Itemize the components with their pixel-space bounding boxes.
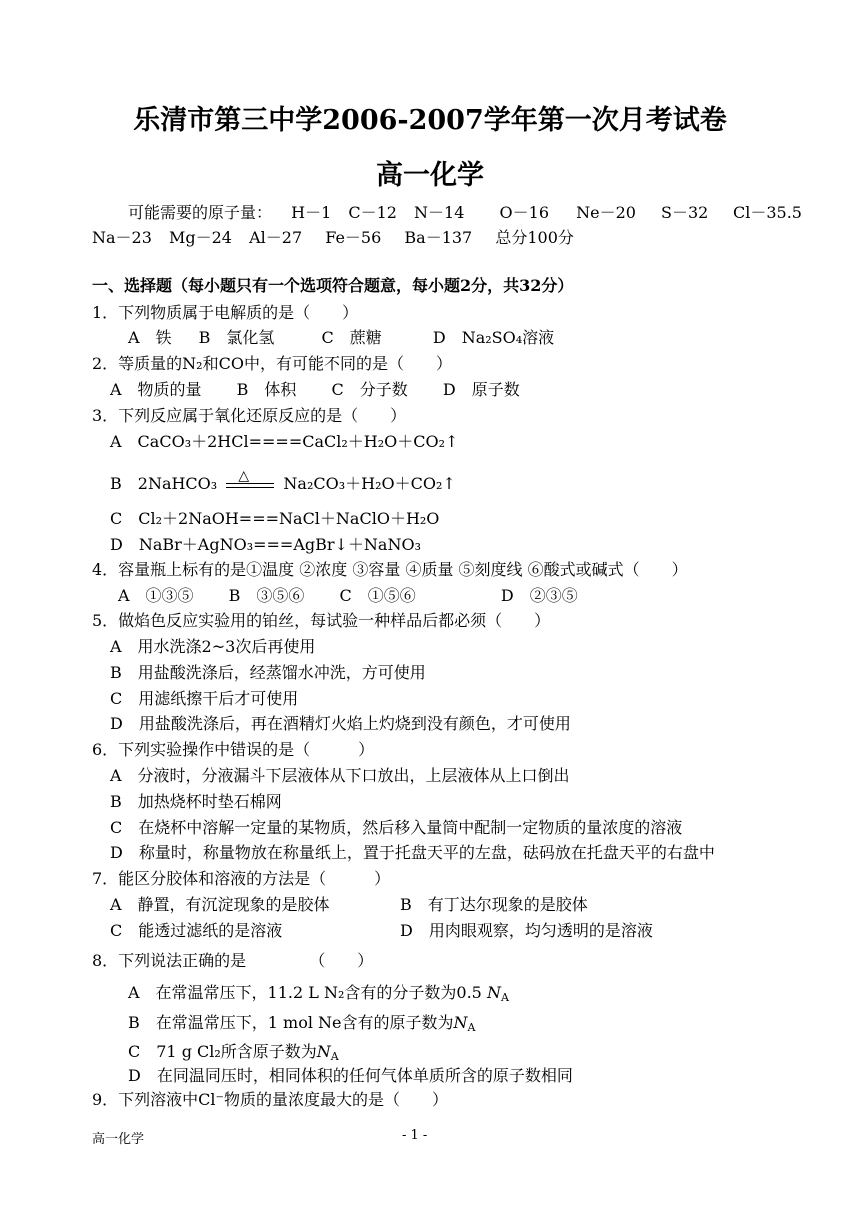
mass-cl-wrap	[733, 203, 802, 223]
page-number: - 1 -	[402, 1128, 428, 1143]
q6-stem: 6．下列实验操作中错误的是（ ）	[92, 740, 375, 759]
avogadro-n: N	[316, 1042, 331, 1061]
q3-option-b-reactant: B 2NaHCO₃	[110, 474, 218, 493]
q1-option-b: B 氯化氢	[198, 328, 275, 347]
q9-stem: 9．下列溶液中Cl⁻物质的量浓度最大的是（ ）	[92, 1090, 448, 1109]
avogadro-n: N	[486, 983, 501, 1002]
q6-option-a: A 分液时，分液漏斗下层液体从下口放出，上层液体从上口倒出	[110, 766, 570, 785]
q5-stem: 5．做焰色反应实验用的铂丝，每试验一种样品后都必须（ ）	[92, 611, 551, 630]
mass-na: Na－23	[92, 228, 152, 247]
mass-al: Al－27	[249, 228, 303, 247]
q1-option-d: D Na₂SO₄溶液	[432, 328, 555, 347]
heat-condition: △	[238, 468, 250, 484]
q8-option-c	[128, 1042, 339, 1062]
q8-option-b-text: B 在常温常压下，1 mol Ne含有的原子数为N	[128, 1013, 468, 1032]
na-subscript: A	[500, 991, 509, 1004]
q7-option-a: A 静置，有沉淀现象的是胶体	[110, 895, 330, 914]
atomic-mass-label: 可能需要的原子量：	[128, 203, 273, 222]
q5-option-c: C 用滤纸擦干后才可使用	[110, 689, 299, 708]
total-score: 总分100分	[495, 228, 574, 247]
q7-option-d: D 用肉眼观察，均匀透明的是溶液	[400, 921, 653, 940]
q3-stem: 3．下列反应属于氧化还原反应的是（ ）	[92, 406, 407, 425]
mass-h: H－1	[291, 203, 332, 222]
na-subscript: A	[330, 1050, 339, 1063]
q3-option-b-product: Na₂CO₃＋H₂O＋CO₂↑	[283, 474, 456, 493]
mass-n: N－14	[414, 203, 465, 222]
q5-option-d: D 用盐酸洗涤后，再在酒精灯火焰上灼烧到没有颜色，才可使用	[110, 714, 571, 733]
q4-option-a: A ①③⑤	[118, 586, 194, 605]
q8-answer-paren: （ ）	[309, 951, 374, 970]
q3-option-d: D NaBr＋AgNO₃===AgBr↓＋NaNO₃	[110, 535, 422, 554]
q1-option-c: C 蔗糖	[321, 328, 382, 347]
q8-option-a	[128, 983, 509, 1003]
q6-option-c: C 在烧杯中溶解一定量的某物质，然后移入量筒中配制一定物质的量浓度的溶液	[110, 818, 683, 837]
atomic-mass-line-2	[92, 228, 574, 248]
q4-option-c: C ①⑤⑥	[339, 586, 416, 605]
q4-options	[118, 586, 578, 606]
mass-c: C－12	[348, 203, 397, 222]
na-subscript: A	[467, 1021, 476, 1034]
q5-option-a: A 用水洗涤2~3次后再使用	[110, 637, 316, 656]
q8-stem: 8．下列说法正确的是	[92, 951, 247, 970]
q7-stem: 7．能区分胶体和溶液的方法是（ ）	[92, 869, 391, 888]
heat-equals-sign	[222, 468, 278, 494]
q1-options	[128, 328, 554, 348]
q4-option-b: B ③⑤⑥	[228, 586, 305, 605]
q3-option-a: A CaCO₃＋2HCl====CaCl₂＋H₂O＋CO₂↑	[110, 432, 459, 451]
q4-option-d: D ②③⑤	[500, 586, 578, 605]
q2-options	[110, 380, 520, 400]
mass-o: O－16	[499, 203, 549, 222]
atomic-mass-line-1	[128, 203, 708, 223]
q4-stem: 4．容量瓶上标有的是①温度 ②浓度 ③容量 ④质量 ⑤刻度线 ⑥酸式或碱式（ ）	[92, 560, 688, 579]
q1-option-a: A 铁	[128, 328, 172, 347]
q8-option-d: D 在同温同压时，相同体积的任何气体单质所含的原子数相同	[128, 1066, 573, 1085]
mass-ne: Ne－20	[576, 203, 636, 222]
mass-cl: Cl－35.5	[733, 203, 802, 222]
q8-option-c-text: C 71 g Cl₂所含原子数为N	[128, 1042, 331, 1061]
q2-option-d: D 原子数	[442, 380, 520, 399]
mass-fe: Fe－56	[325, 228, 382, 247]
exam-subtitle: 高一化学	[376, 160, 484, 191]
q7-option-c: C 能透过滤纸的是溶液	[110, 921, 283, 940]
q5-option-b: B 用盐酸洗涤后，经蒸馏水冲洗，方可使用	[110, 663, 426, 682]
mass-s: S－32	[661, 203, 709, 222]
footer-subject: 高一化学	[92, 1132, 145, 1147]
q8-stem-line	[92, 951, 373, 971]
q7-option-b: B 有丁达尔现象的是胶体	[400, 895, 588, 914]
q3-option-c: C Cl₂＋2NaOH===NaCl＋NaClO＋H₂O	[110, 509, 440, 528]
q2-option-b: B 体积	[236, 380, 297, 399]
q3-option-b	[110, 468, 456, 494]
exam-title: 乐清市第三中学2006-2007学年第一次月考试卷	[133, 105, 727, 136]
q6-option-d: D 称量时，称量物放在称量纸上，置于托盘天平的左盘，砝码放在托盘天平的右盘中	[110, 843, 715, 862]
q8-option-a-text: A 在常温常压下，11.2 L N₂含有的分子数为0.5 N	[128, 983, 501, 1002]
mass-mg: Mg－24	[169, 228, 232, 247]
q2-stem: 2．等质量的N₂和CO中，有可能不同的是（ ）	[92, 354, 452, 373]
q8-option-b	[128, 1013, 475, 1033]
q2-option-a: A 物质的量	[110, 380, 202, 399]
mass-ba: Ba－137	[404, 228, 473, 247]
q6-option-b: B 加热烧杯时垫石棉网	[110, 792, 282, 811]
q1-stem: 1．下列物质属于电解质的是（ ）	[92, 303, 359, 322]
section-heading: 一、选择题（每小题只有一个选项符合题意，每小题2分，共32分）	[92, 276, 574, 295]
avogadro-n: N	[453, 1013, 468, 1032]
q2-option-c: C 分子数	[331, 380, 408, 399]
